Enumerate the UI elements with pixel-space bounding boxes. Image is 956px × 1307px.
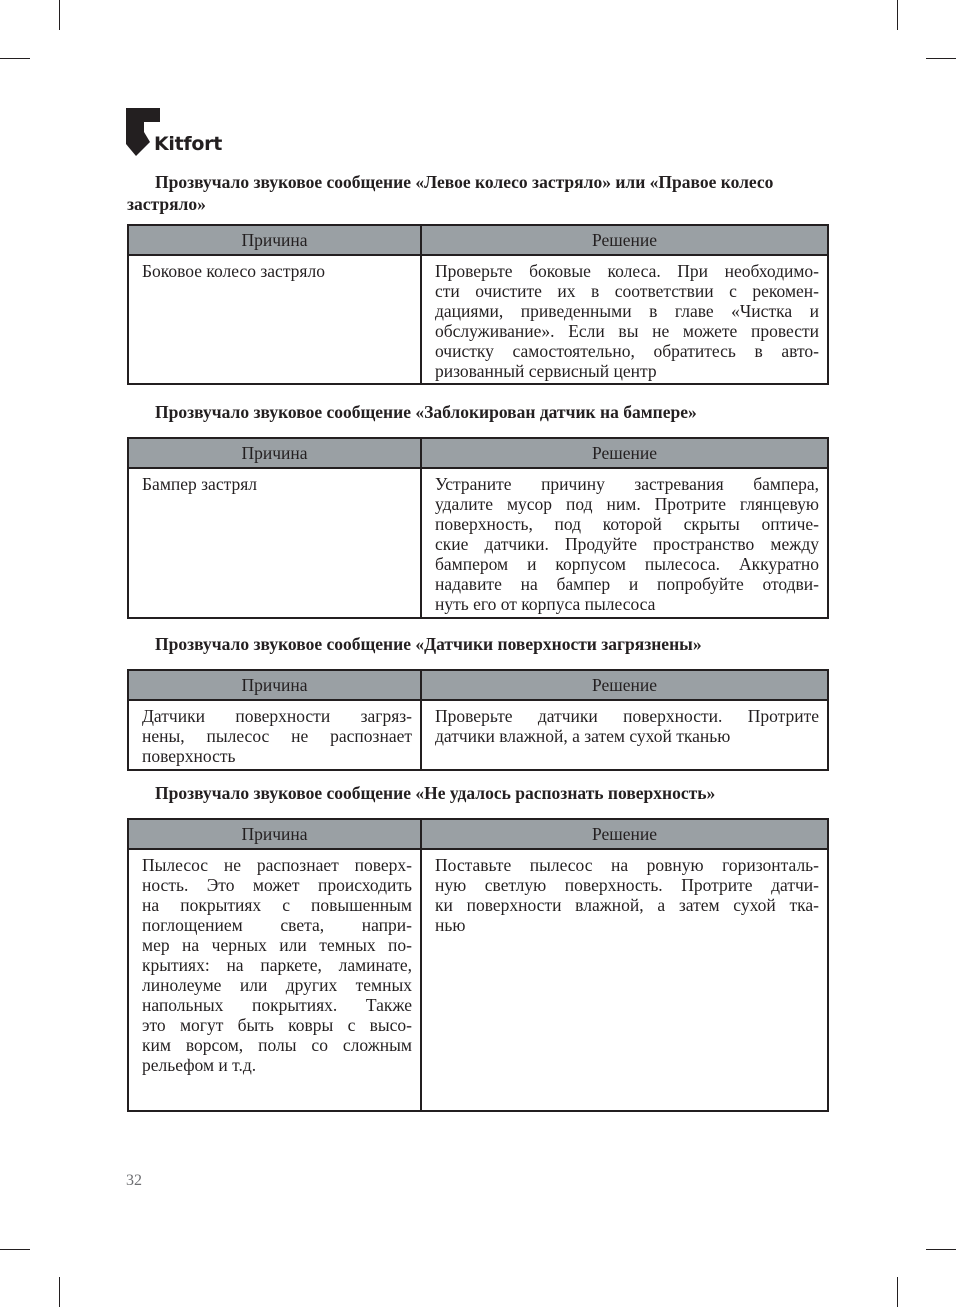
table-row: [128, 700, 828, 770]
crop-mark: [59, 1277, 60, 1307]
table-header-row: [128, 438, 828, 468]
text-line: сти очистите их в соответствии с рекомен-: [435, 281, 819, 301]
cause-cell: [128, 849, 421, 1111]
section-heading: Прозвучало звуковое сообщение «Левое колесо застряло» или «Правое колесо застряло»: [127, 172, 774, 214]
text-line: обслуживание». Если вы не можете провести: [435, 321, 819, 341]
troubleshooting-table: [127, 669, 829, 771]
text-line: мер на черных или темных по-: [142, 935, 412, 955]
text-line: рельефом и т.д.: [142, 1055, 257, 1075]
text-line: крытиях: на паркете, ламинате,: [142, 955, 412, 975]
header-solution: Решение: [421, 225, 828, 255]
header-solution: Решение: [421, 438, 828, 468]
text-line: бампером и корпусом пылесоса. Аккуратно: [435, 554, 819, 574]
text-line: напольных покрытиях. Также: [142, 995, 412, 1015]
table-row: [128, 849, 828, 1111]
crop-mark: [926, 1249, 956, 1250]
troubleshooting-table: [127, 818, 829, 1112]
crop-mark: [897, 1277, 898, 1307]
brand-name: Kitfort: [154, 133, 222, 155]
crop-mark: [926, 58, 956, 59]
section-heading: Прозвучало звуковое сообщение «Не удалось распознать поверхность»: [155, 783, 716, 803]
text-line: поверхность: [142, 746, 236, 766]
cause-cell: [128, 255, 421, 384]
text-line: нуть его от корпуса пылесоса: [435, 594, 656, 614]
text-line: Проверьте датчики поверхности. Протрите: [435, 706, 819, 726]
text-line: Боковое колесо застряло: [142, 261, 325, 281]
table-row: [128, 255, 828, 384]
text-line: Пылесос не распознает поверх-: [142, 855, 412, 875]
text-line: дациями, приведенными в главе «Чистка и: [435, 301, 819, 321]
text-line: Поставьте пылесос на ровную горизонталь-: [435, 855, 819, 875]
text-line: ские датчики. Продуйте пространство между: [435, 534, 819, 554]
header-cause: Причина: [128, 819, 421, 849]
crop-mark: [0, 58, 30, 59]
cause-cell: [128, 468, 421, 618]
text-line: ким ворсом, полы со сложным: [142, 1035, 412, 1055]
crop-mark: [897, 0, 898, 30]
solution-cell: [421, 849, 828, 1111]
header-solution: Решение: [421, 670, 828, 700]
text-line: Датчики поверхности загряз-: [142, 706, 412, 726]
text-line: Бампер застрял: [142, 474, 257, 494]
section-heading: Прозвучало звуковое сообщение «Заблокирован датчик на бампере»: [155, 402, 697, 422]
troubleshooting-table: [127, 437, 829, 619]
text-line: Проверьте боковые колеса. При необходимо-: [435, 261, 819, 281]
crop-mark: [0, 1249, 30, 1250]
text-line: ки поверхности влажной, а затем сухой тка-: [435, 895, 819, 915]
text-line: нью: [435, 915, 466, 935]
text-line: ность. Это может происходить: [142, 875, 412, 895]
table-header-row: [128, 225, 828, 255]
text-line: поверхность, под которой скрыты оптиче-: [435, 514, 819, 534]
solution-cell: [421, 468, 828, 618]
text-line: поглощением света, напри-: [142, 915, 412, 935]
page-number: 32: [126, 1172, 142, 1189]
table-header-row: [128, 819, 828, 849]
header-cause: Причина: [128, 438, 421, 468]
text-line: датчики влажной, а затем сухой тканью: [435, 726, 731, 746]
table-row: [128, 468, 828, 618]
header-solution: Решение: [421, 819, 828, 849]
crop-mark: [59, 0, 60, 30]
text-line: надавите на бампер и попробуйте отодви-: [435, 574, 819, 594]
text-line: Устраните причину застревания бампера,: [435, 474, 819, 494]
text-line: нены, пылесос не распознает: [142, 726, 412, 746]
text-line: очистку самостоятельно, обратитесь в авто-: [435, 341, 819, 361]
text-line: на покрытиях с повышенным: [142, 895, 412, 915]
cause-cell: [128, 700, 421, 770]
solution-cell: [421, 700, 828, 770]
text-line: это могут быть ковры с высо-: [142, 1015, 412, 1035]
header-cause: Причина: [128, 225, 421, 255]
text-line: удалите мусор под ним. Протрите глянцевую: [435, 494, 819, 514]
table-header-row: [128, 670, 828, 700]
text-line: ную светлую поверхность. Протрите датчи-: [435, 875, 819, 895]
text-line: линолеуме или других темных: [142, 975, 412, 995]
text-line: ризованный сервисный центр: [435, 361, 657, 381]
header-cause: Причина: [128, 670, 421, 700]
section-heading: Прозвучало звуковое сообщение «Датчики поверхности загрязнены»: [155, 634, 702, 654]
solution-cell: [421, 255, 828, 384]
troubleshooting-table: [127, 224, 829, 385]
